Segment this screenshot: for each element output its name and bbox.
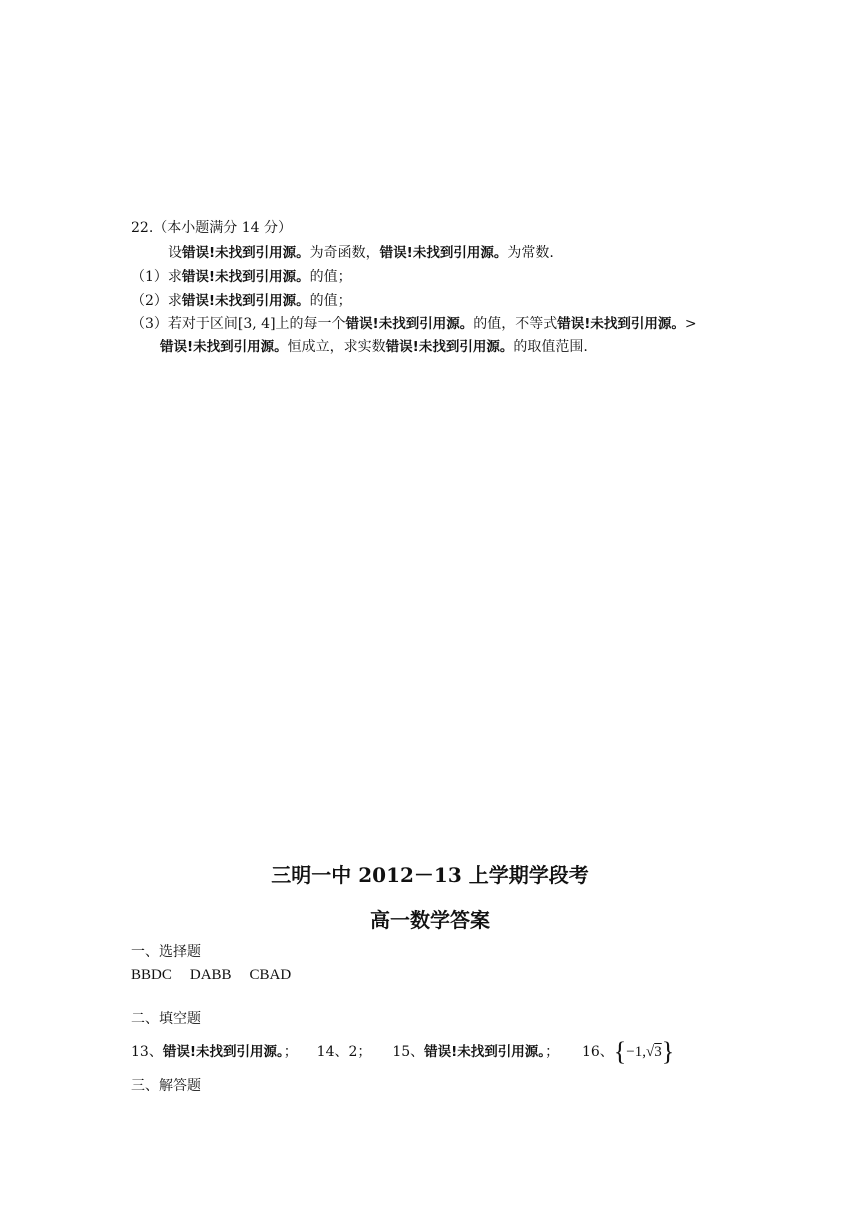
part-3-mid2: 恒成立，求实数 xyxy=(287,339,386,355)
part-3-gt: > xyxy=(684,316,697,332)
section-solution-heading: 三、解答题 xyxy=(131,1078,201,1094)
answer-13-sep: ； xyxy=(283,1044,298,1060)
left-brace: { xyxy=(613,1037,627,1066)
error-ref: 错误!未找到引用源。 xyxy=(182,245,310,261)
answer-key-subtitle: 高一数学答案 xyxy=(370,908,490,932)
error-ref: 错误!未找到引用源。 xyxy=(345,316,474,332)
fill-answers xyxy=(131,1037,675,1066)
error-ref: 错误!未找到引用源。 xyxy=(379,245,508,261)
error-ref: 错误!未找到引用源。 xyxy=(162,1044,284,1060)
answer-16-set xyxy=(613,1037,675,1066)
part-3-pre: （3）若对于区间[3, 4]上的每一个 xyxy=(131,316,346,332)
section-choice-heading: 一、选择题 xyxy=(131,944,201,960)
sqrt-sign: √ xyxy=(646,1044,655,1060)
sqrt-radicand: 3 xyxy=(654,1044,662,1060)
choice-group-2: DABB xyxy=(189,967,232,983)
problem-22-part-3 xyxy=(131,315,697,333)
intro-post: 为常数. xyxy=(507,245,554,261)
problem-22-part-2 xyxy=(131,292,352,310)
section-fill-heading: 二、填空题 xyxy=(131,1011,201,1027)
error-ref: 错误!未找到引用源。 xyxy=(557,316,685,332)
answer-13-label: 13、 xyxy=(131,1044,163,1060)
part-1-post: 的值； xyxy=(309,269,352,285)
error-ref: 错误!未找到引用源。 xyxy=(424,1044,546,1060)
problem-22-intro xyxy=(168,244,554,262)
error-ref: 错误!未找到引用源。 xyxy=(385,339,514,355)
part-2-pre: （2）求 xyxy=(131,293,182,309)
problem-22-part-1 xyxy=(131,268,352,286)
error-ref: 错误!未找到引用源。 xyxy=(181,293,310,309)
problem-22-header: 22.（本小题满分 14 分） xyxy=(131,220,292,236)
right-brace: } xyxy=(661,1037,675,1066)
choice-answers xyxy=(131,966,291,984)
part-1-pre: （1）求 xyxy=(131,269,182,285)
choice-group-3: CBAD xyxy=(249,967,292,983)
answer-15-sep: ； xyxy=(545,1044,560,1060)
answer-15-label: 15、 xyxy=(392,1044,425,1060)
answer-key-title: 三明一中 2012－13 上学期学段考 xyxy=(271,863,589,887)
problem-22-part-3-cont xyxy=(160,338,588,356)
intro-mid: 为奇函数， xyxy=(309,245,380,261)
answer-14-label: 14、 xyxy=(316,1044,349,1060)
choice-group-1: BBDC xyxy=(131,967,172,983)
error-ref: 错误!未找到引用源。 xyxy=(181,269,310,285)
part-2-post: 的值； xyxy=(309,293,352,309)
intro-pre: 设 xyxy=(168,245,182,261)
answer-14-value: 2 xyxy=(348,1044,358,1060)
part-3-mid: 的值，不等式 xyxy=(473,316,558,332)
part-3-post: 的取值范围. xyxy=(513,339,588,355)
answer-16-value: −1, xyxy=(626,1044,646,1060)
error-ref: 错误!未找到引用源。 xyxy=(160,339,288,355)
answer-14-sep: ； xyxy=(357,1044,372,1060)
answer-16-label: 16、 xyxy=(581,1044,614,1060)
